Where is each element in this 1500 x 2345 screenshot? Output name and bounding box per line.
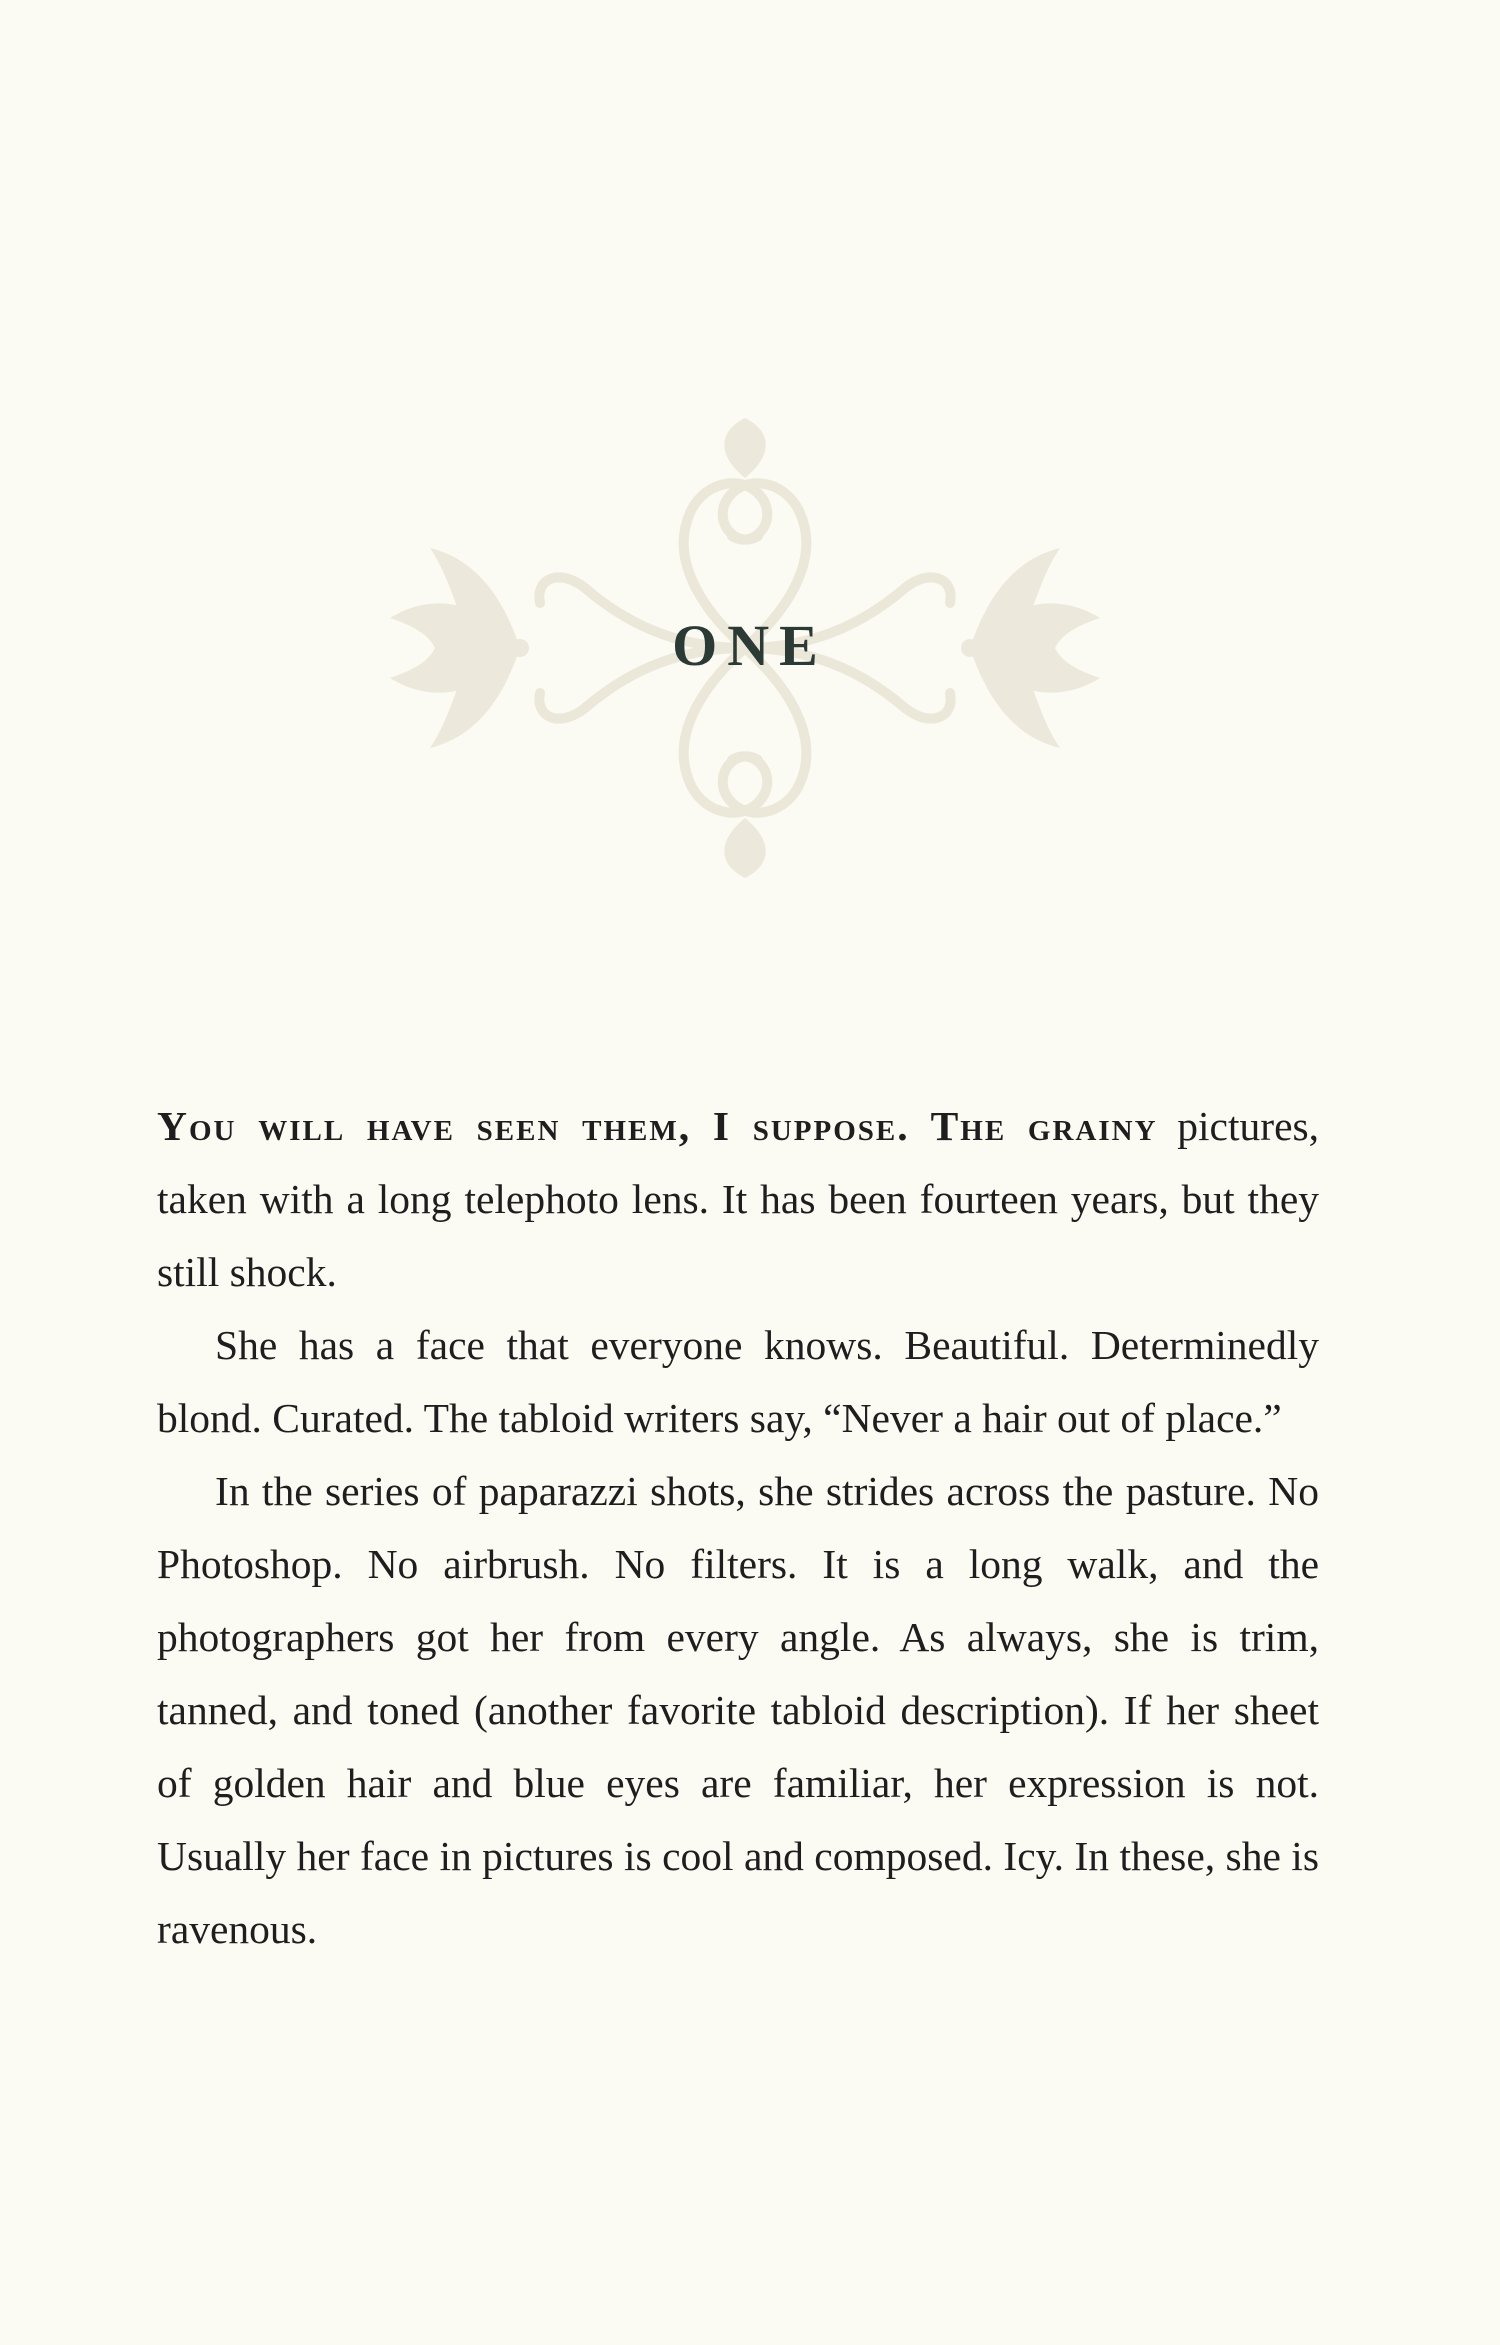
paragraph-3: In the series of paparazzi shots, she strides across the pasture. No Photoshop. No airbrush. No filters. It is a long walk, and the photographers got her from every angle. As always, she is trim, tanned, and toned (another favorite tabloid description). If her sheet of golden hair and blue eyes are familiar, her expression is not. Usually her face in pictures is cool and composed. Icy. In these, she is ravenous.	[157, 1468, 1319, 1952]
chapter-body	[157, 1090, 1319, 1966]
paragraph-1	[157, 1090, 1319, 1309]
chapter-title: ONE	[672, 613, 828, 678]
paragraph-2: She has a face that everyone knows. Beautiful. Determinedly blond. Curated. The tabloid writers say, “Never a hair out of place.”	[157, 1322, 1319, 1441]
lead-in-text: You will have seen them, I suppose. The grainy	[157, 1103, 1158, 1149]
paragraph-1-text: pictures, taken with a long telephoto lens. It has been fourteen years, but they still shock.	[157, 1103, 1320, 1295]
